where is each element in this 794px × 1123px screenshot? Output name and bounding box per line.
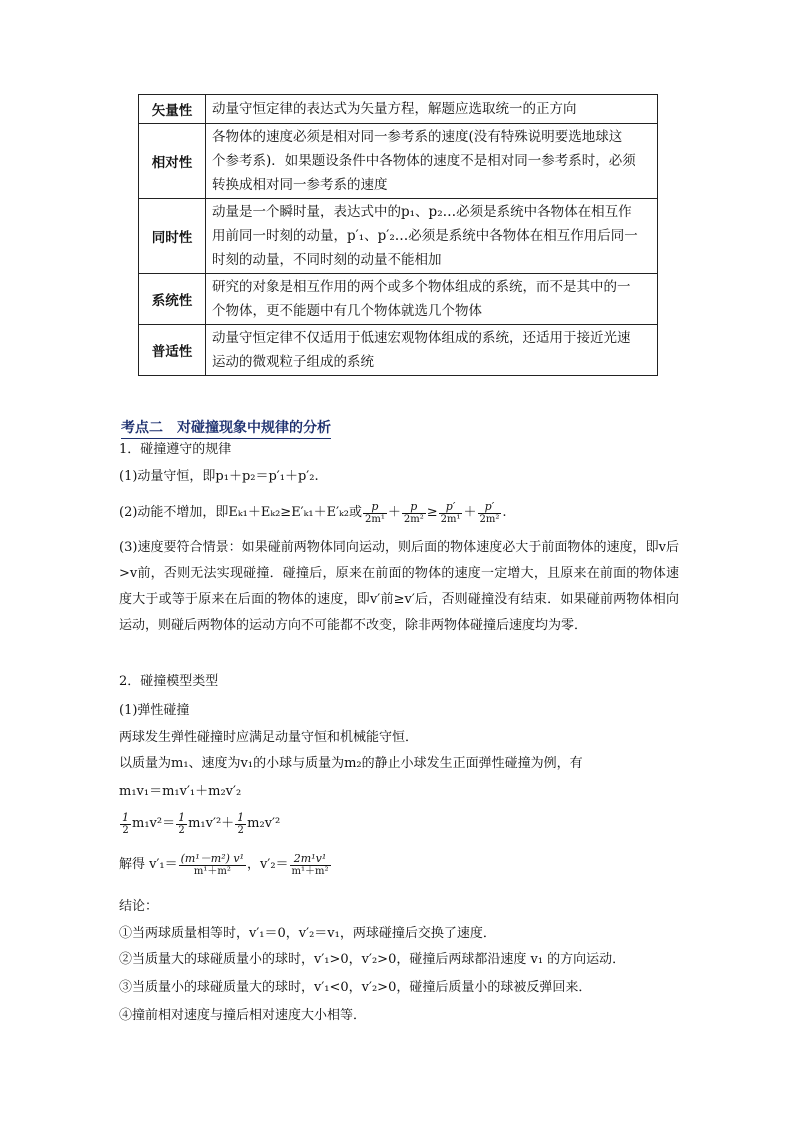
conclusion-1: ①当两球质量相等时，v′₁＝0，v′₂＝v₁，两球碰撞后交换了速度． xyxy=(119,926,496,941)
description-line: 动量守恒定律不仅适用于低速宏观物体组成的系统，还适用于接近光速 xyxy=(212,330,631,346)
row-term: 相对性 xyxy=(139,124,206,199)
table-row xyxy=(139,199,658,274)
momentum-conservation-line: (1)动量守恒，即p₁＋p₂＝p′₁＋p′₂. xyxy=(119,469,319,484)
row-term: 矢量性 xyxy=(139,95,206,124)
description-line: 研究的对象是相互作用的两个或多个物体组成的系统，而不是其中的一 xyxy=(212,279,631,295)
row-description xyxy=(206,95,658,124)
description-line: 转换成相对同一参考系的速度 xyxy=(212,177,388,193)
fraction: $\frac{p'}{\text{2m²}}$ xyxy=(479,499,500,525)
section-heading: 考点二 对碰撞现象中规律的分析 xyxy=(121,419,331,439)
row-description xyxy=(206,274,658,325)
table-row xyxy=(139,124,658,199)
fraction: $\frac{p'}{\text{2m¹}}$ xyxy=(440,499,461,525)
table-row xyxy=(139,274,658,325)
row-term: 系统性 xyxy=(139,274,206,325)
conclusion-2: ②当质量大的球碰质量小的球时，v′₁>0，v′₂>0，碰撞后两球都沿速度 v₁ 的方向运动． xyxy=(119,952,626,967)
row-term: 同时性 xyxy=(139,199,206,274)
item-1-title: 1．碰撞遵守的规律 xyxy=(119,442,232,457)
solution-equation: 解得 v′₁＝ $\frac{\text{(m¹－m²) v¹}}{\text{m¹＋m²}}$ ，v′₂＝ $\frac{\text{2m¹v¹}}{\text{m¹＋m²}}$ xyxy=(119,851,329,877)
fraction: $\frac{p}{\text{2m¹}}$ xyxy=(364,499,385,525)
velocity-condition-paragraph: (3)速度要符合情景：如果碰前两物体同向运动，则后面的物体速度必大于前面物体的速度，即v后>v前，否则无法实现碰撞．碰撞后，原来在前面的物体的速度一定增大，且原来在前面的物体速度大于或等于原来在后面的物体的速度，即v′前≥v′后，否则碰撞没有结束．如果碰前两物体相向运动，则碰后两物体的运动方向不可能都不改变，除非两物体碰撞后速度均为零． xyxy=(119,540,679,633)
ke-prefix: (2)动能不增加，即Eₖ₁＋Eₖ₂≥E′ₖ₁＋E′ₖ₂或 xyxy=(119,505,362,520)
description-line: 各物体的速度必须是相对同一参考系的速度(没有特殊说明要选地球这 xyxy=(212,129,623,145)
fraction: $\frac{\text{2m¹v¹}}{\text{m¹＋m²}}$ xyxy=(291,851,329,877)
row-term: 普适性 xyxy=(139,325,206,376)
description-line: 时刻的动量，不同时刻的动量不能相加 xyxy=(212,252,442,268)
fraction: $\frac{1}{2}$ xyxy=(178,810,186,836)
description-line: 用前同一时刻的动量，p′₁、p′₂…必须是系统中各物体在相互作用后同一 xyxy=(212,228,638,244)
table-row xyxy=(139,325,658,376)
fraction: $\frac{1}{2}$ xyxy=(122,810,129,836)
fraction: $\frac{\text{(m¹－m²) v¹}}{\text{m¹＋m²}}$ xyxy=(180,851,245,877)
description-line: 个物体，更不能题中有几个物体就选几个物体 xyxy=(212,303,482,319)
description-line: 个参考系)．如果题设条件中各物体的速度不是相对同一参考系时，必须 xyxy=(212,153,636,169)
energy-equation: $\frac{1}{2}$ m₁v²＝ $\frac{1}{2}$ m₁v′²＋ $\frac{1}{2}$ m₂v′² xyxy=(122,810,281,836)
description-line: 动量是一个瞬时量，表达式中的p₁、p₂…必须是系统中各物体在相互作 xyxy=(212,204,632,220)
elastic-collision-text: 两球发生弹性碰撞时应满足动量守恒和机械能守恒． xyxy=(119,730,419,745)
description-line: 动量守恒定律的表达式为矢量方程，解题应选取统一的正方向 xyxy=(212,101,577,117)
elastic-collision-subtitle: (1)弹性碰撞 xyxy=(119,703,190,718)
description-line: 运动的微观粒子组成的系统 xyxy=(212,354,374,370)
conclusion-3: ③当质量小的球碰质量大的球时，v′₁<0，v′₂>0，碰撞后质量小的球被反弹回来． xyxy=(119,980,592,995)
kinetic-energy-line: (2)动能不增加，即Eₖ₁＋Eₖ₂≥E′ₖ₁＋E′ₖ₂或 $\frac{p}{\text{2m¹}}$ ＋ $\frac{p}{\text{2m²}}$ ≥ $\frac{p'}{\text{2m¹}}$ ＋ $\frac{p'}{\text{2m²}}$ . xyxy=(119,499,507,525)
conclusion-4: ④撞前相对速度与撞后相对速度大小相等． xyxy=(119,1008,367,1023)
row-description xyxy=(206,325,658,376)
conclusion-label: 结论： xyxy=(119,899,159,914)
fraction: $\frac{p}{\text{2m²}}$ xyxy=(403,499,424,525)
momentum-equation: m₁v₁＝m₁v′₁＋m₂v′₂ xyxy=(119,784,242,799)
row-description xyxy=(206,124,658,199)
example-text: 以质量为m₁、速度为v₁的小球与质量为m₂的静止小球发生正面弹性碰撞为例，有 xyxy=(119,756,583,771)
row-description xyxy=(206,199,658,274)
item-2-title: 2．碰撞模型类型 xyxy=(119,674,219,689)
momentum-properties-table xyxy=(138,94,658,376)
table-row xyxy=(139,95,658,124)
fraction: $\frac{1}{2}$ xyxy=(237,810,245,836)
